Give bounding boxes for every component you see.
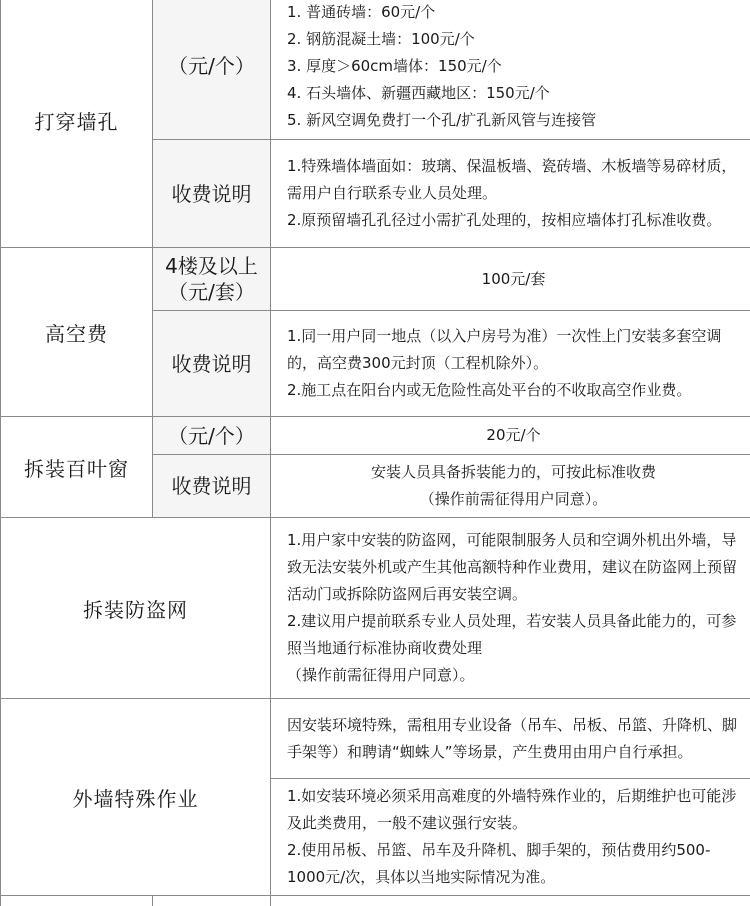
note-item: 2.原预留墙孔孔径过小需扩孔处理的，按相应墙体打孔标准收费。 (287, 207, 740, 234)
louver-notes (271, 455, 750, 518)
continuation-cell (271, 896, 750, 906)
price-item: 1. 普通砖墙：60元/个 (287, 0, 740, 26)
note-item: 1.特殊墙体墙面如：玻璃、保温板墙、瓷砖墙、木板墙等易碎材质，需用户自行联系专业人员处理。 (287, 153, 740, 207)
high-altitude-note-label: 收费说明 (153, 311, 271, 417)
louver-title: 拆装百叶窗 (1, 417, 153, 518)
note-item: 2.使用吊板、吊篮、吊车及升降机、脚手架的，预估费用约500-1000元/次，具体以当地实际情况为准。 (287, 837, 740, 891)
price-item: 3. 厚度＞60cm墙体：150元/个 (287, 53, 740, 80)
note-item: 2.建议用户提前联系专业人员处理，若安装人员具备此能力的，可参照当地通行标准协商收费处理 (287, 608, 740, 662)
high-altitude-notes (271, 311, 750, 417)
anti-theft-row (1, 518, 750, 699)
price-item: 4. 石头墙体、新疆西藏地区：150元/个 (287, 80, 740, 107)
anti-theft-notes (271, 518, 750, 699)
wall-drilling-title: 打穿墙孔 (1, 0, 153, 248)
anti-theft-title: 拆装防盗网 (1, 518, 271, 699)
price-item: 5. 新风空调免费打一个孔/扩孔新风管与连接管 (287, 107, 740, 134)
wall-drilling-notes (271, 140, 750, 248)
note-item: 1.用户家中安装的防盗网，可能限制服务人员和空调外机出外墙，导致无法安装外机或产生其他高额特种作业费用，建议在防盗网上预留活动门或拆除防盗网后再安装空调。 (287, 527, 740, 608)
exterior-title: 外墙特殊作业 (1, 699, 271, 896)
exterior-desc: 因安装环境特殊，需租用专业设备（吊车、吊板、吊篮、升降机、脚手架等）和聘请“蜘蛛人”等场景，产生费用由用户自行承担。 (271, 699, 750, 779)
exterior-desc-row (1, 699, 750, 779)
note-item: （操作前需征得用户同意）。 (287, 662, 740, 689)
note-item: 1.同一用户同一地点（以入户房号为准）一次性上门安装多套空调的，高空费300元封顶（工程机除外）。 (287, 323, 740, 377)
wall-drilling-unit-label: （元/个） (153, 0, 271, 140)
high-altitude-title: 高空费 (1, 248, 153, 417)
continuation-cell (1, 896, 153, 906)
high-altitude-price: 100元/套 (271, 248, 750, 311)
wall-drilling-note-label: 收费说明 (153, 140, 271, 248)
wall-drilling-price-list (271, 0, 750, 140)
note-item: （操作前需征得用户同意）。 (287, 486, 740, 513)
exterior-notes (271, 779, 750, 896)
note-item: 2.施工点在阳台内或无危险性高处平台的不收取高空作业费。 (287, 377, 740, 404)
louver-price-row (1, 417, 750, 455)
high-altitude-price-row (1, 248, 750, 311)
wall-drilling-price-row (1, 0, 750, 140)
continuation-cell (153, 896, 271, 906)
unit-label-line: （元/套） (153, 279, 270, 305)
louver-note-label: 收费说明 (153, 455, 271, 518)
table-continuation-row (1, 896, 750, 906)
price-item: 2. 钢筋混凝土墙：100元/个 (287, 26, 740, 53)
high-altitude-unit-label (153, 248, 271, 311)
louver-unit-label: （元/个） (153, 417, 271, 455)
note-item: 1.如安装环境必须采用高难度的外墙特殊作业的，后期维护也可能涉及此类费用，一般不建议强行安装。 (287, 783, 740, 837)
note-item: 安装人员具备拆装能力的，可按此标准收费 (287, 459, 740, 486)
unit-label-line: 4楼及以上 (153, 253, 270, 279)
louver-price: 20元/个 (271, 417, 750, 455)
